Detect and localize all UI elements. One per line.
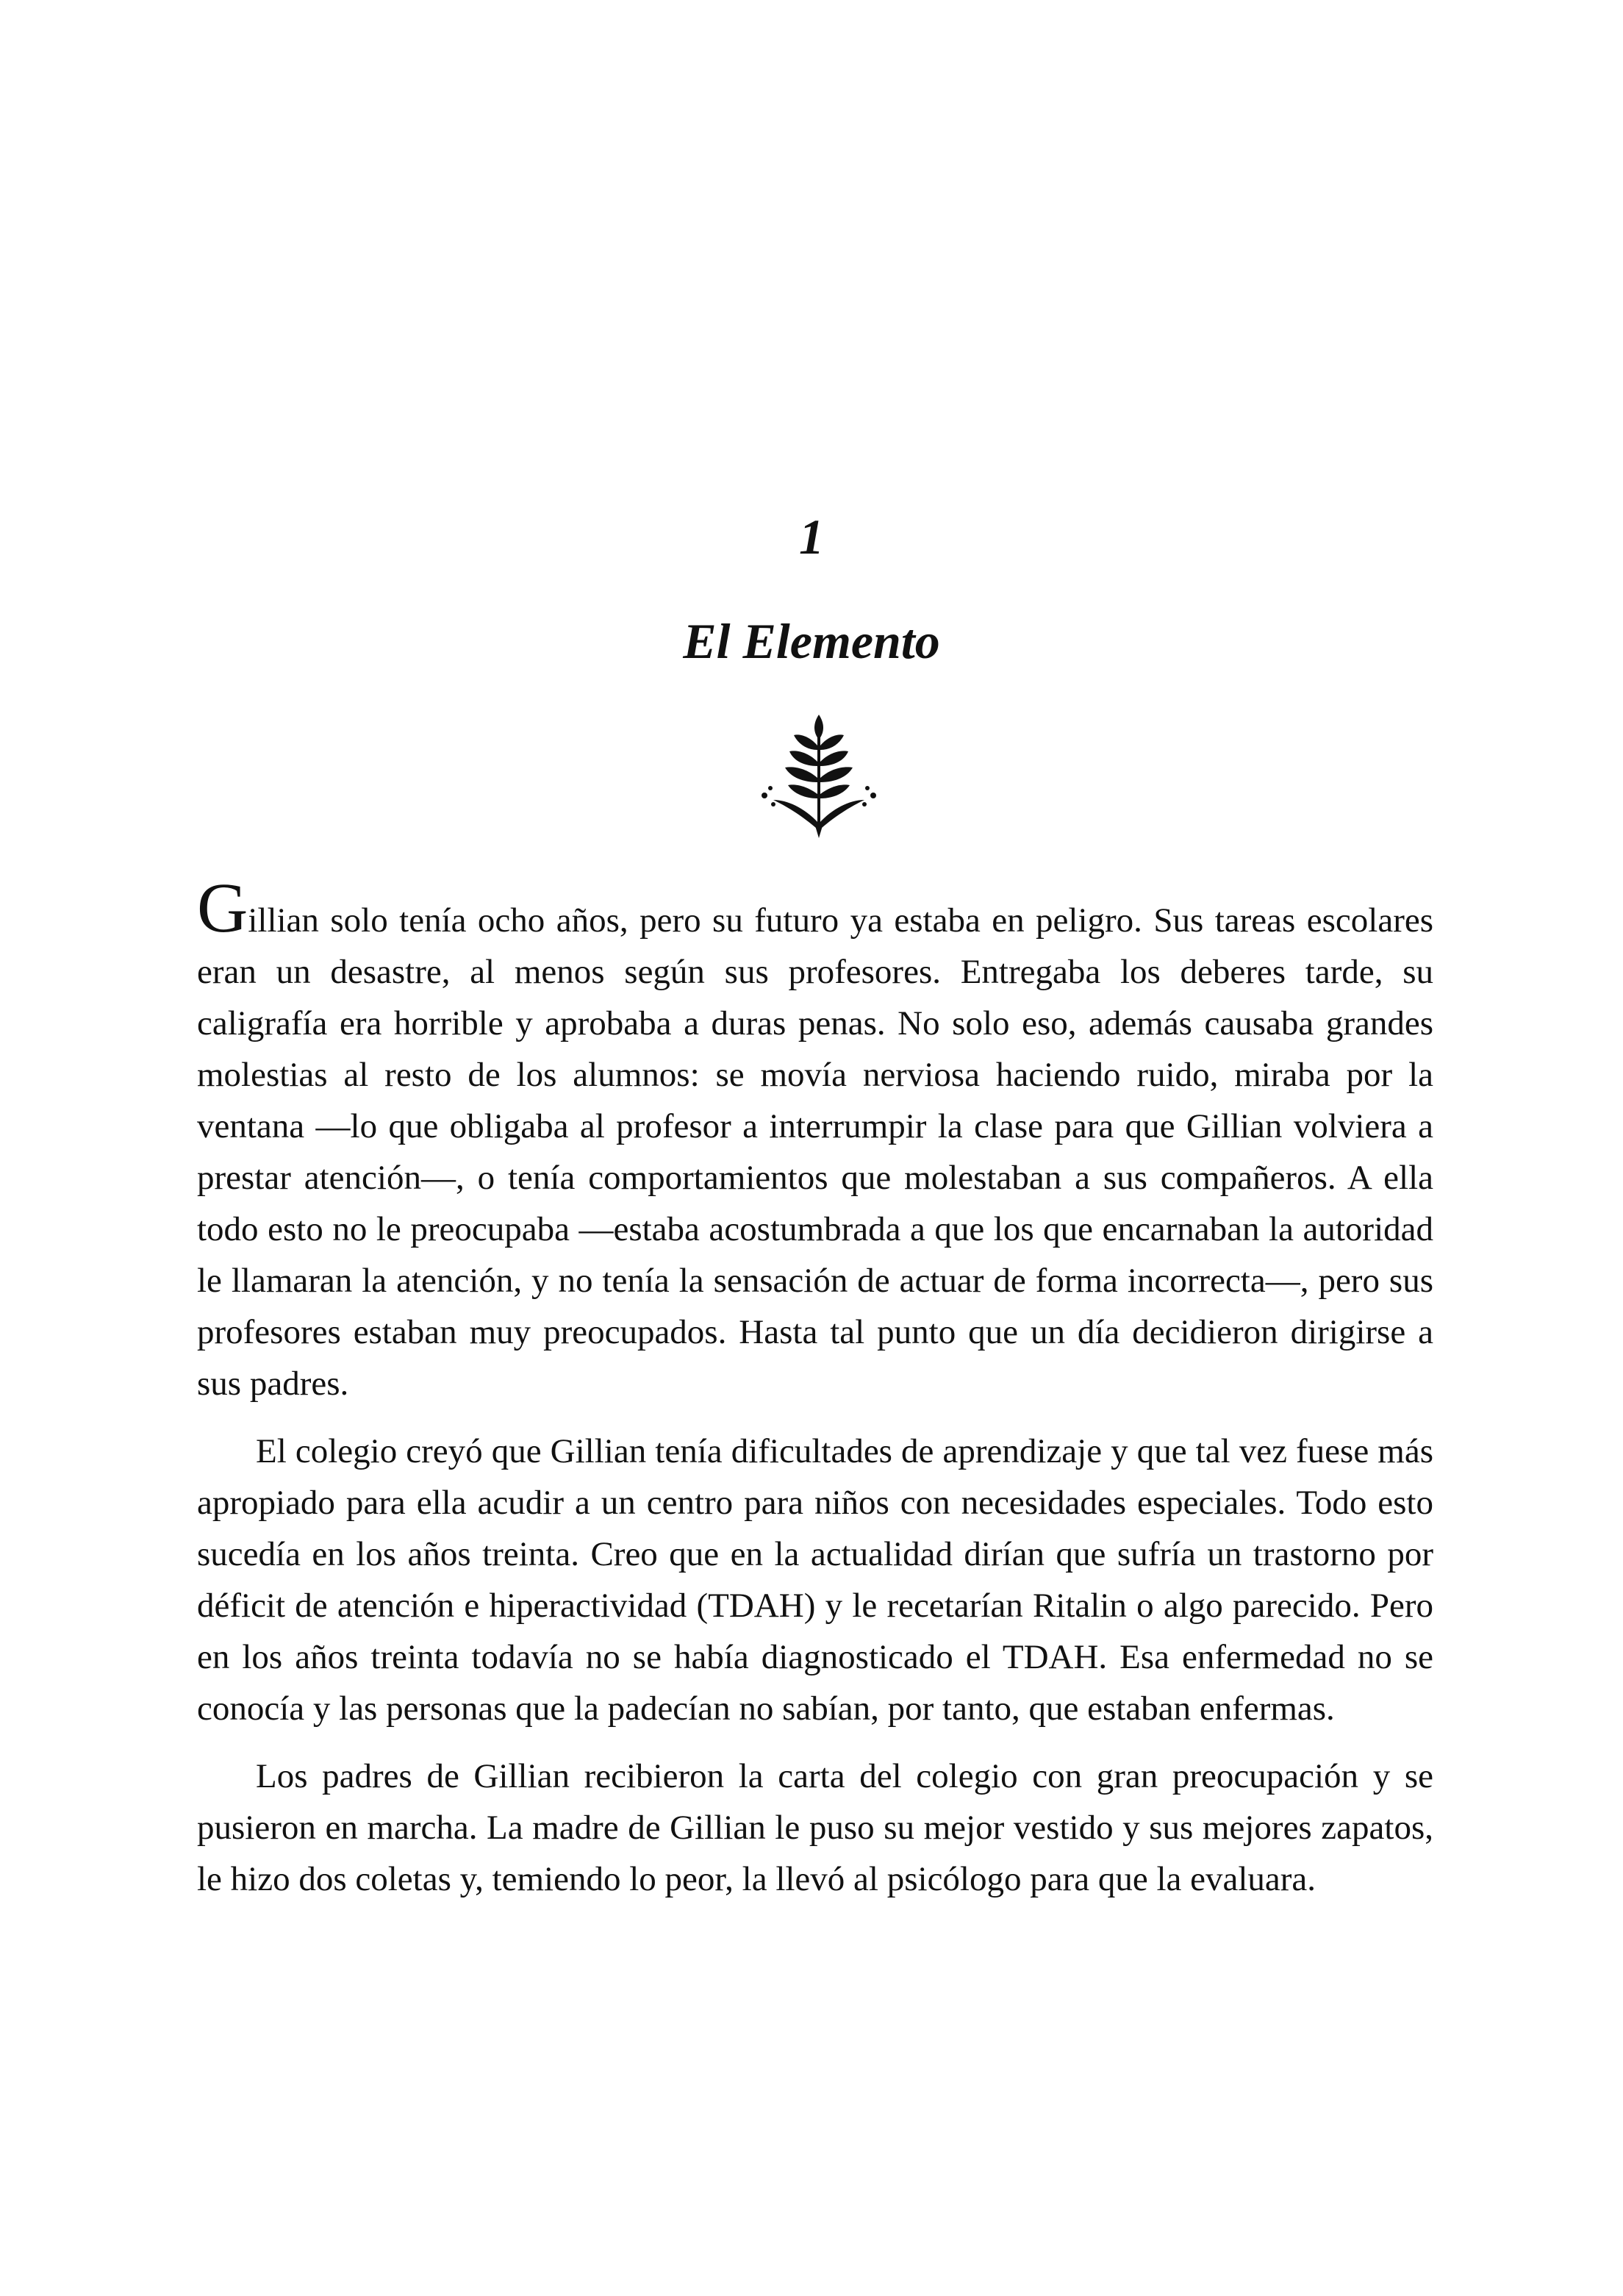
chapter-title: El Elemento [683,613,940,669]
chapter-number: 1 [799,509,824,565]
body-text [197,868,1433,1921]
paragraph-2: El colegio creyó que Gillian tenía dificultades de aprendizaje y que tal vez fuese más apropiado para ella acudir a un centro para niños con necesidades especiales. Todo esto sucedía en los años treinta. Creo que en la actualidad dirían que sufría un trastorno por déficit de atención e hiperactividad (TDAH) y le recetarían Ritalin o algo parecido. Pero en los años treinta todavía no se había diagnosticado el TDAH. Esa enfermedad no se conocía y las personas que la padecían no sabían, por tanto, que estaban enfermas. [197,1432,1433,1728]
drop-cap-initial: G [197,868,248,947]
paragraph-1 [197,868,1433,1409]
paragraph-3: Los padres de Gillian recibieron la carta del colegio con gran preocupación y se pusieron en marcha. La madre de Gillian le puso su mejor vestido y sus mejores zapatos, le hizo dos coletas y, temiendo lo peor, la llevó al psicólogo para que la evaluara. [197,1757,1433,1898]
leaf-ornament-icon [753,713,885,845]
paragraph-1-text: illian solo tenía ocho años, pero su futuro ya estaba en peligro. Sus tareas escolares eran un desastre, al menos según sus profesores. Entregaba los deberes tarde, su caligrafía era horrible y aprobaba a duras penas. No solo eso, además causaba grandes molestias al resto de los alumnos: se movía nerviosa haciendo ruido, miraba por la ventana —lo que obligaba al profesor a interrumpir la clase para que Gillian volviera a prestar atención—, o tenía comportamientos que molestaban a sus compañeros. A ella todo esto no le preocupaba —estaba acostumbrada a que los que encarnaban la autoridad le llamaran la atención, y no tenía la sensación de actuar de forma incorrecta—, pero sus profesores estaban muy preocupados. Hasta tal punto que un día decidieron dirigirse a sus padres. [197,901,1433,1403]
